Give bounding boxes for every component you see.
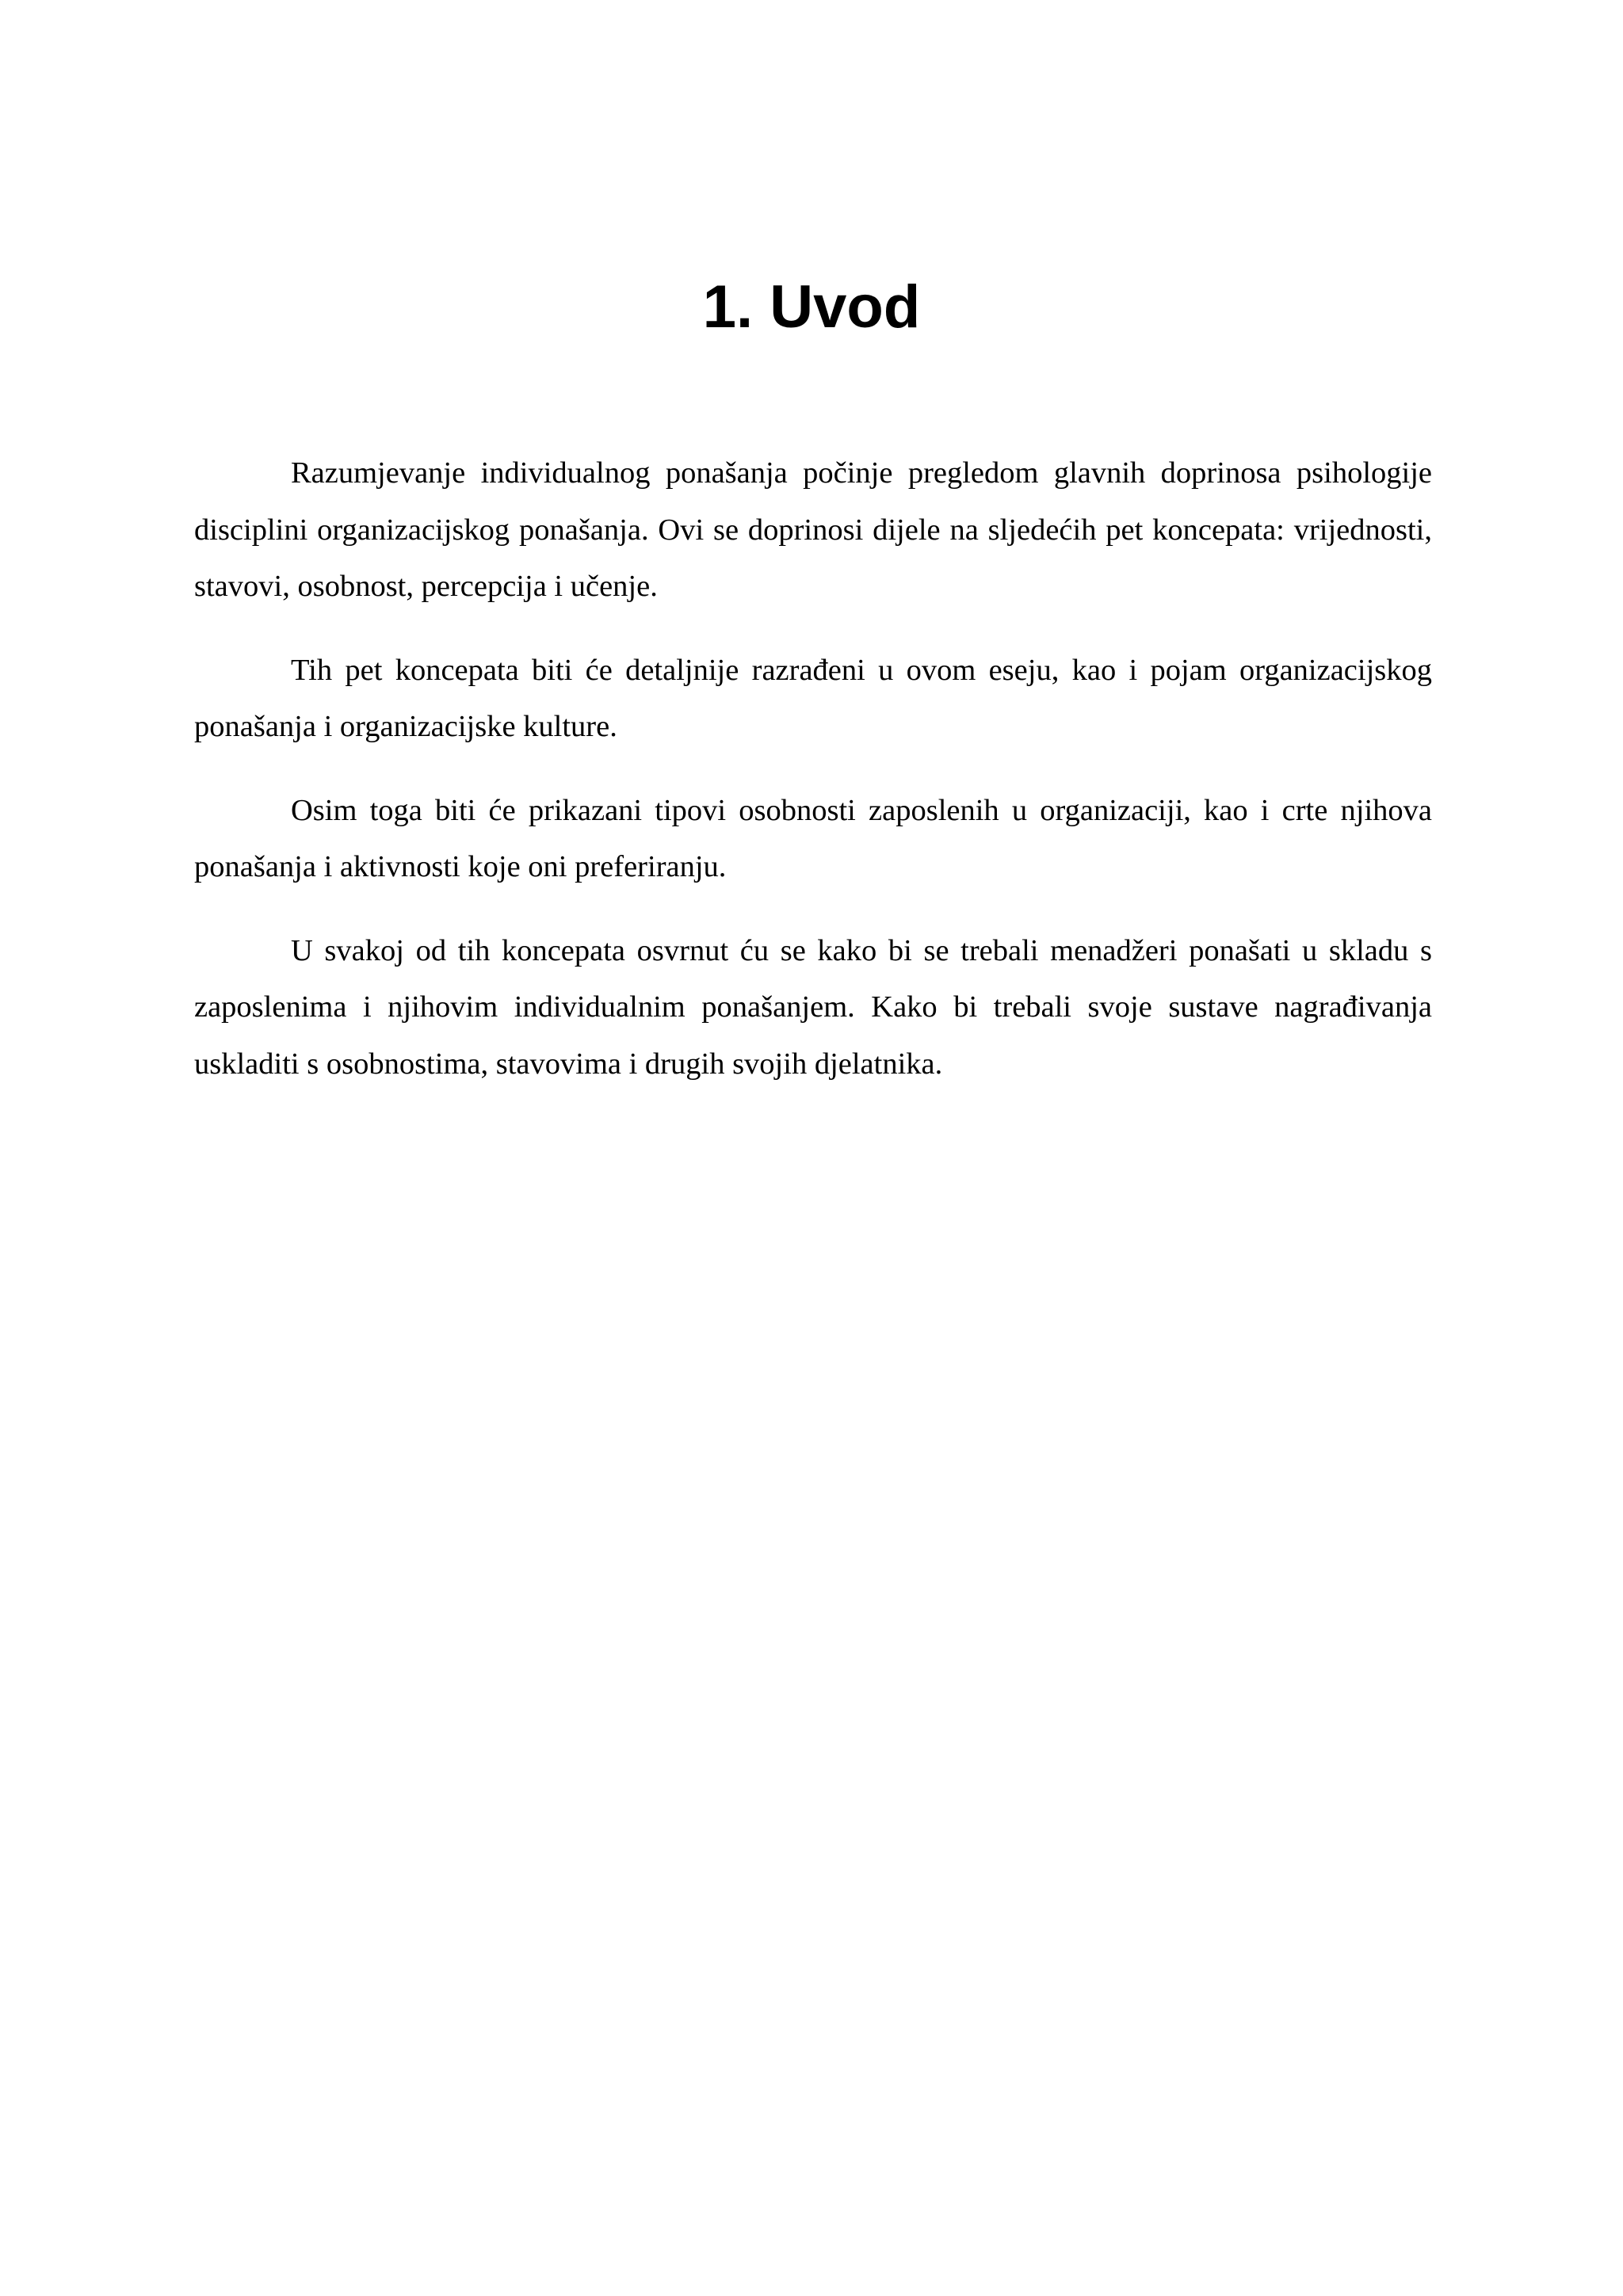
paragraph-2: Tih pet koncepata biti će detaljnije razrađeni u ovom eseju, kao i pojam organizacijskog ponašanja i organizacijske kulture. bbox=[194, 653, 1432, 743]
body-text bbox=[194, 445, 1432, 1119]
chapter-heading: 1. Uvod bbox=[702, 273, 921, 341]
paragraph-3: Osim toga biti će prikazani tipovi osobnosti zaposlenih u organizaciji, kao i crte njihova ponašanja i aktivnosti koje oni preferiranju. bbox=[194, 793, 1432, 883]
paragraph-4: U svakoj od tih koncepata osvrnut ću se kako bi se trebali menadžeri ponašati u skladu s zaposlenima i njihovim individualnim ponašanjem. Kako bi trebali svoje sustave nagrađivanja uskladiti s osobnostima, stavovima i drugih svojih djelatnika. bbox=[194, 933, 1432, 1081]
paragraph-1: Razumjevanje individualnog ponašanja počinje pregledom glavnih doprinosa psihologije disciplini organizacijskog ponašanja. Ovi se doprinosi dijele na sljedećih pet koncepata: vrijednosti, stavovi, osobnost, percepcija i učenje. bbox=[194, 456, 1432, 603]
